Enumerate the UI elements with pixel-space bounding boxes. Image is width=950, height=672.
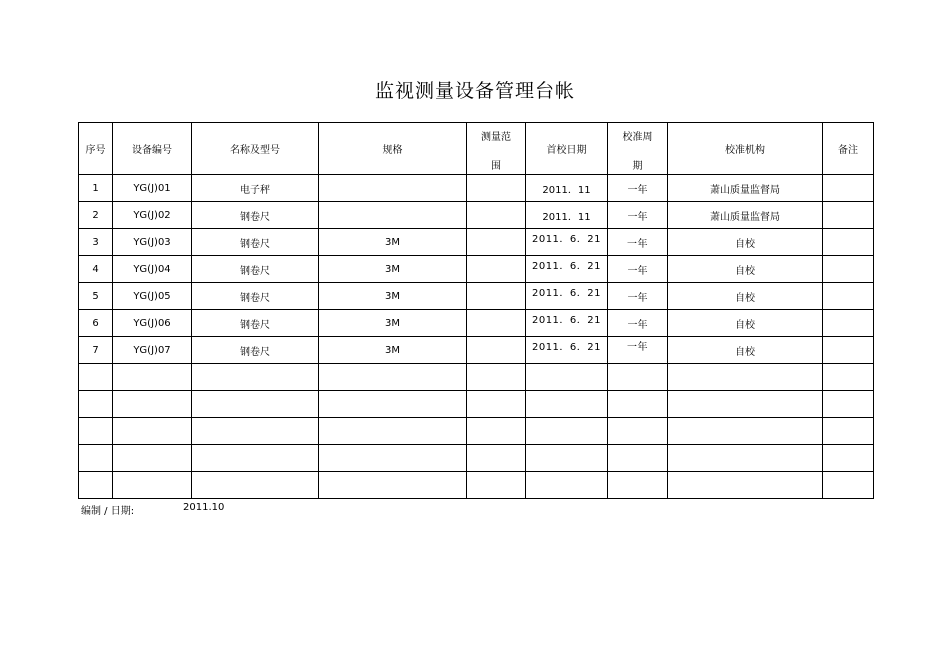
cell-date: 2011．11 bbox=[526, 202, 608, 229]
cell-spec bbox=[319, 202, 467, 229]
cell-spec: 3M bbox=[319, 283, 467, 310]
empty-cell bbox=[668, 364, 823, 391]
header-range-line1: 测量范 bbox=[481, 131, 511, 143]
date-text: 2011．6．21 bbox=[531, 233, 602, 245]
header-cycle-line1: 校准周 bbox=[622, 131, 653, 143]
table-body bbox=[79, 175, 874, 499]
cell-code: YG(J)01 bbox=[113, 175, 192, 202]
empty-cell bbox=[608, 445, 668, 472]
table-row bbox=[79, 310, 874, 337]
header-cycle-line2: 期 bbox=[632, 160, 643, 172]
cell-cycle: 一年 bbox=[608, 283, 668, 310]
empty-cell bbox=[319, 391, 467, 418]
cell-code: YG(J)06 bbox=[113, 310, 192, 337]
cell-cycle: 一年 bbox=[608, 202, 668, 229]
cell-range bbox=[467, 202, 526, 229]
empty-cell bbox=[79, 364, 113, 391]
cell-agency: 自校 bbox=[668, 310, 823, 337]
cell-date bbox=[526, 229, 608, 256]
cell-name: 钢卷尺 bbox=[192, 229, 319, 256]
cell-remarks bbox=[823, 202, 874, 229]
empty-cell bbox=[467, 391, 526, 418]
header-name-model: 名称及型号 bbox=[192, 123, 319, 175]
empty-cell bbox=[113, 418, 192, 445]
cell-range bbox=[467, 310, 526, 337]
date-text: 2011．6．21 bbox=[531, 287, 602, 299]
cell-agency: 自校 bbox=[668, 256, 823, 283]
table-header-row bbox=[79, 123, 874, 175]
empty-cell bbox=[668, 418, 823, 445]
header-remarks: 备注 bbox=[823, 123, 874, 175]
empty-cell bbox=[319, 472, 467, 499]
date-text: 2011．6．21 bbox=[531, 314, 602, 326]
cell-cycle: 一年 bbox=[608, 256, 668, 283]
cell-range bbox=[467, 337, 526, 364]
cell-spec: 3M bbox=[319, 256, 467, 283]
cell-name: 钢卷尺 bbox=[192, 256, 319, 283]
table-row-empty bbox=[79, 418, 874, 445]
empty-cell bbox=[467, 472, 526, 499]
equipment-ledger-table bbox=[78, 122, 874, 499]
table-row bbox=[79, 283, 874, 310]
header-range bbox=[467, 123, 526, 175]
cell-range bbox=[467, 283, 526, 310]
empty-cell bbox=[608, 364, 668, 391]
table-row-empty bbox=[79, 364, 874, 391]
page-title: 监视测量设备管理台帐 bbox=[374, 80, 575, 102]
empty-cell bbox=[319, 364, 467, 391]
table-row-empty bbox=[79, 445, 874, 472]
cell-no: 7 bbox=[79, 337, 113, 364]
empty-cell bbox=[113, 472, 192, 499]
empty-cell bbox=[608, 391, 668, 418]
cell-code: YG(J)03 bbox=[113, 229, 192, 256]
cell-date: 2011．11 bbox=[526, 175, 608, 202]
cell-spec bbox=[319, 175, 467, 202]
empty-cell bbox=[668, 391, 823, 418]
cell-no: 6 bbox=[79, 310, 113, 337]
cell-agency: 萧山质量监督局 bbox=[668, 175, 823, 202]
empty-cell bbox=[467, 418, 526, 445]
empty-cell bbox=[467, 445, 526, 472]
cell-agency: 自校 bbox=[668, 337, 823, 364]
date-text: 2011．6．21 bbox=[531, 341, 602, 353]
table-row bbox=[79, 229, 874, 256]
empty-cell bbox=[823, 445, 874, 472]
table-row bbox=[79, 337, 874, 364]
date-text: 2011．6．21 bbox=[531, 260, 602, 272]
empty-cell bbox=[823, 418, 874, 445]
cell-range bbox=[467, 256, 526, 283]
cell-no: 5 bbox=[79, 283, 113, 310]
cell-cycle: 一年 bbox=[608, 175, 668, 202]
empty-cell bbox=[823, 391, 874, 418]
empty-cell bbox=[79, 472, 113, 499]
cell-range bbox=[467, 229, 526, 256]
empty-cell bbox=[113, 364, 192, 391]
empty-cell bbox=[668, 472, 823, 499]
cell-remarks bbox=[823, 229, 874, 256]
header-no: 序号 bbox=[79, 123, 113, 175]
cell-name: 钢卷尺 bbox=[192, 337, 319, 364]
table-row-empty bbox=[79, 391, 874, 418]
empty-cell bbox=[192, 445, 319, 472]
cell-date bbox=[526, 283, 608, 310]
cell-agency: 自校 bbox=[668, 283, 823, 310]
empty-cell bbox=[823, 364, 874, 391]
cell-remarks bbox=[823, 337, 874, 364]
table-row bbox=[79, 202, 874, 229]
empty-cell bbox=[113, 391, 192, 418]
empty-cell bbox=[608, 472, 668, 499]
cell-date bbox=[526, 310, 608, 337]
empty-cell bbox=[319, 445, 467, 472]
empty-cell bbox=[823, 472, 874, 499]
empty-cell bbox=[526, 472, 608, 499]
footer-label: 编制 / 日期: bbox=[81, 506, 135, 517]
empty-cell bbox=[79, 391, 113, 418]
header-cycle bbox=[608, 123, 668, 175]
cell-no: 1 bbox=[79, 175, 113, 202]
empty-cell bbox=[608, 418, 668, 445]
cell-no: 4 bbox=[79, 256, 113, 283]
cell-range bbox=[467, 175, 526, 202]
empty-cell bbox=[319, 418, 467, 445]
empty-cell bbox=[526, 445, 608, 472]
empty-cell bbox=[668, 445, 823, 472]
cell-cycle: 一年 bbox=[608, 310, 668, 337]
cell-agency: 萧山质量监督局 bbox=[668, 202, 823, 229]
cell-date bbox=[526, 256, 608, 283]
cell-no: 2 bbox=[79, 202, 113, 229]
cell-date bbox=[526, 337, 608, 364]
cell-no: 3 bbox=[79, 229, 113, 256]
cell-code: YG(J)07 bbox=[113, 337, 192, 364]
empty-cell bbox=[526, 418, 608, 445]
cell-remarks bbox=[823, 175, 874, 202]
cell-remarks bbox=[823, 310, 874, 337]
empty-cell bbox=[192, 391, 319, 418]
cell-spec: 3M bbox=[319, 337, 467, 364]
footer bbox=[81, 502, 225, 517]
cell-name: 钢卷尺 bbox=[192, 202, 319, 229]
cell-code: YG(J)04 bbox=[113, 256, 192, 283]
header-first-date: 首校日期 bbox=[526, 123, 608, 175]
cell-spec: 3M bbox=[319, 229, 467, 256]
empty-cell bbox=[526, 364, 608, 391]
empty-cell bbox=[79, 445, 113, 472]
cell-cycle bbox=[608, 229, 668, 256]
empty-cell bbox=[467, 364, 526, 391]
table-row bbox=[79, 256, 874, 283]
header-spec: 规格 bbox=[319, 123, 467, 175]
footer-date: 2011.10 bbox=[183, 502, 225, 513]
header-range-line2: 围 bbox=[491, 160, 501, 172]
cell-name: 钢卷尺 bbox=[192, 283, 319, 310]
cell-remarks bbox=[823, 283, 874, 310]
empty-cell bbox=[79, 418, 113, 445]
empty-cell bbox=[113, 445, 192, 472]
empty-cell bbox=[526, 391, 608, 418]
cycle-text: 一年 bbox=[627, 341, 648, 353]
cycle-text: 一年 bbox=[627, 238, 648, 250]
cell-code: YG(J)02 bbox=[113, 202, 192, 229]
cell-remarks bbox=[823, 256, 874, 283]
table-row bbox=[79, 175, 874, 202]
empty-cell bbox=[192, 364, 319, 391]
header-code: 设备编号 bbox=[113, 123, 192, 175]
empty-cell bbox=[192, 472, 319, 499]
cell-spec: 3M bbox=[319, 310, 467, 337]
cell-cycle bbox=[608, 337, 668, 364]
table-row-empty bbox=[79, 472, 874, 499]
cell-code: YG(J)05 bbox=[113, 283, 192, 310]
cell-name: 电子秤 bbox=[192, 175, 319, 202]
header-agency: 校准机构 bbox=[668, 123, 823, 175]
cell-name: 钢卷尺 bbox=[192, 310, 319, 337]
cell-agency: 自校 bbox=[668, 229, 823, 256]
empty-cell bbox=[192, 418, 319, 445]
